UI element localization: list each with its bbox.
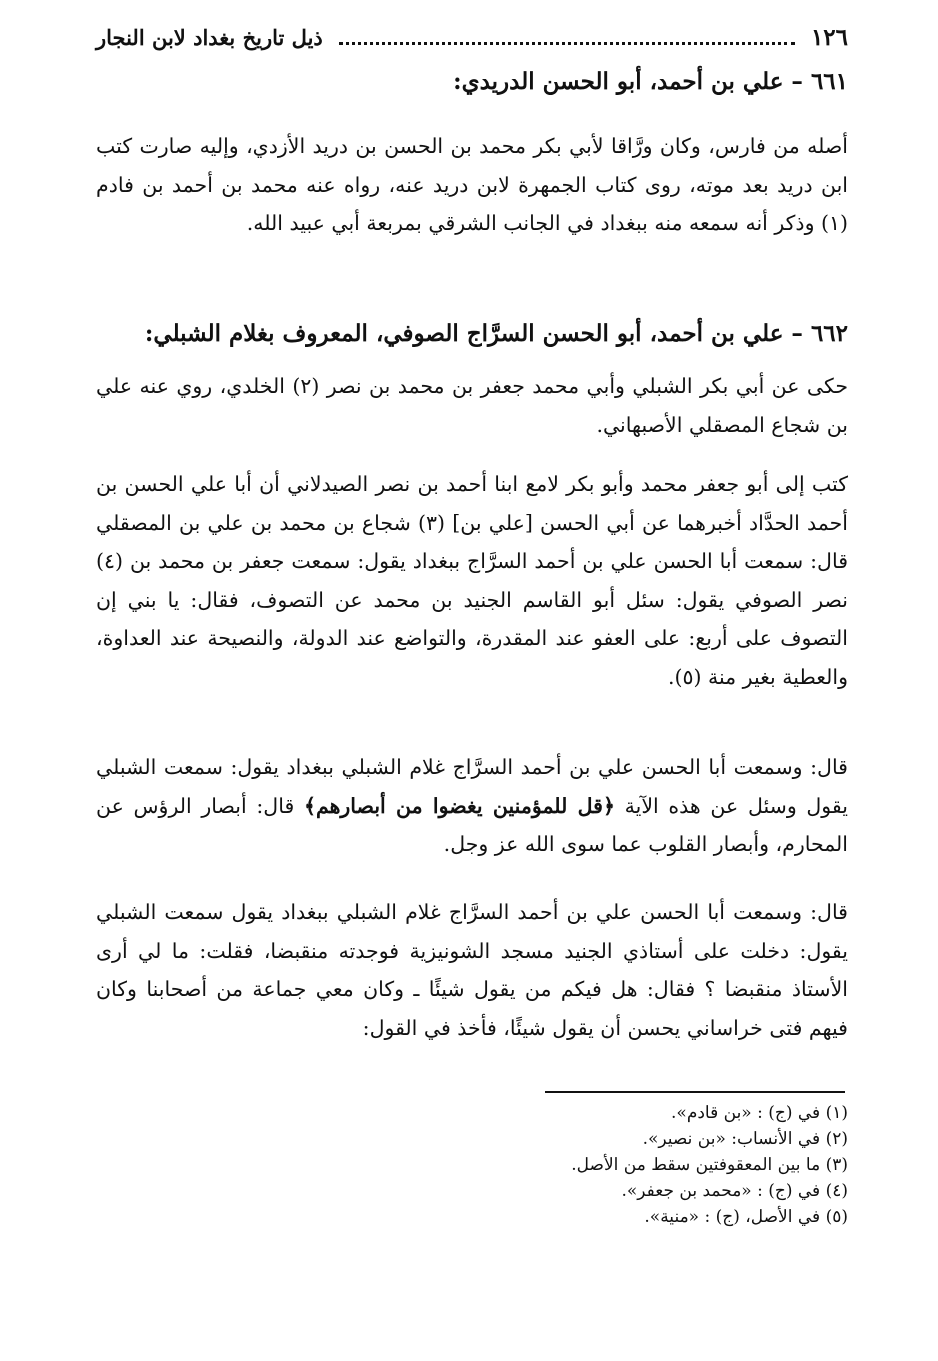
entry-662-paragraph-3 xyxy=(96,748,848,864)
entry-662-paragraph-1: حكى عن أبي بكر الشبلي وأبي محمد جعفر بن محمد بن نصر (٢) الخلدي، روي عنه علي بن شجاع المصقلي الأصبهاني. xyxy=(96,374,848,437)
entry-title-661: ٦٦١ – علي بن أحمد، أبو الحسن الدريدي: xyxy=(453,68,848,95)
footnote-1: (١) في (ج) : «بن قادم». xyxy=(671,1103,848,1123)
entry-title-662: ٦٦٢ – علي بن أحمد، أبو الحسن السرَّاج الصوفي، المعروف بغلام الشبلي: xyxy=(144,320,848,347)
footnote-5: (٥) في الأصل، (ج) : «منية». xyxy=(644,1207,848,1227)
running-header xyxy=(96,22,848,52)
entry-662-paragraph-4: قال: وسمعت أبا الحسن علي بن أحمد السرَّاج غلام الشبلي ببغداد يقول سمعت الشبلي يقول: دخلت على أستاذي الجنيد مسجد الشونيزية فوجدته منقبضا، فقلت: ما لي أرى الأستاذ منقبضا ؟ فقال: هل فيكم من يقول شيئًا ـ وكان معي جماعة من أصحابنا وكان فيهم فتى خراساني يحسن أن يقول شيئًا، فأخذ في القول: xyxy=(96,900,848,1040)
footnotes xyxy=(96,1100,848,1230)
book-title: ذيل تاريخ بغداد لابن النجار xyxy=(96,24,323,50)
entry-662-paragraph-2: كتب إلى أبو جعفر محمد وأبو بكر لامع ابنا أحمد بن نصر الصيدلاني أن أبا علي الحسن بن أحمد الحدَّاد أخبرهما عن أبي الحسن [علي بن] (٣) شجاع بن محمد بن علي بن المصقلي قال: سمعت أبا الحسن علي بن أحمد السرَّاج ببغداد يقول: سمعت جعفر بن محمد بن (٤) نصر الصوفي يقول: سئل أبو القاسم الجنيد بن محمد عن التصوف، فقال: يا بني إن التصوف على أربع: على العفو عند المقدرة، والتواضع عند الدولة، والنصيحة عند العداوة، والعطية بغير منة (٥). xyxy=(96,472,848,689)
header-dotted-leader xyxy=(339,30,795,45)
page-number: ١٢٦ xyxy=(810,23,848,51)
footnote-4: (٤) في (ج) : «محمد بن جعفر». xyxy=(621,1181,848,1201)
quran-verse: ﴿قل للمؤمنين يغضوا من أبصارهم﴾ xyxy=(303,793,615,818)
footnote-separator xyxy=(545,1091,845,1094)
footnote-3: (٣) ما بين المعقوفتين سقط من الأصل. xyxy=(571,1155,848,1175)
entry-661-paragraph-1: أصله من فارس، وكان ورَّاقا لأبي بكر محمد بن الحسن بن دريد الأزدي، وإليه صارت كتب ابن دريد بعد موته، روى كتاب الجمهرة لابن دريد عنه، رواه عنه محمد بن أحمد بن فادم (١) وذكر أنه سمعه منه ببغداد في الجانب الشرقي بمربعة أبي عبيد الله. xyxy=(96,134,848,235)
footnote-2: (٢) في الأنساب: «بن نصير». xyxy=(642,1129,848,1149)
paragraph-3-text-after: قال: أبصار الرؤس عن المحارم، وأبصار القلوب عما سوى الله عز وجل. xyxy=(96,793,848,856)
paragraph-3-text-before: قال: وسمعت أبا الحسن علي بن أحمد السرَّاج غلام الشبلي ببغداد يقول: سمعت الشبلي يقول وسئل عن هذه الآية xyxy=(96,755,848,818)
